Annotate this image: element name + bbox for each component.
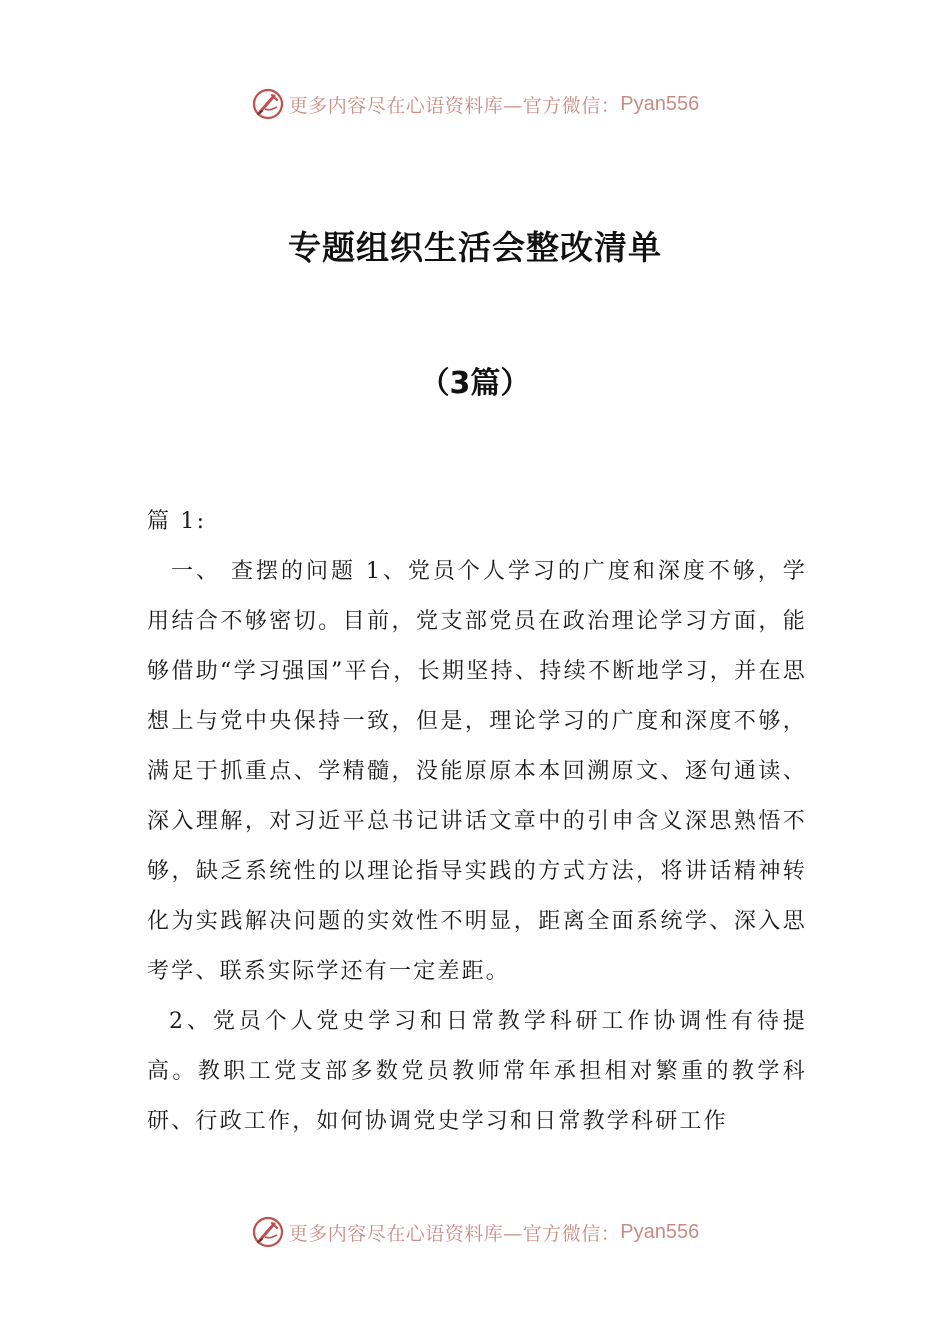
document-body bbox=[147, 497, 807, 1147]
pen-logo-icon bbox=[251, 87, 285, 121]
pen-logo-icon bbox=[251, 1215, 285, 1249]
watermark-banner-top bbox=[0, 84, 950, 124]
section-label: 篇 1: bbox=[147, 509, 207, 534]
paragraph: 一、 查摆的问题 1、党员个人学习的广度和深度不够，学用结合不够密切。目前，党支部党员在政治理论学习方面，能够借助“学习强国”平台，长期坚持、持续不断地学习，并在思想上与党中央保持一致，但是，理论学习的广度和深度不够，满足于抓重点、学精髓，没能原原本本回溯原文、逐句通读、深入理解，对习近平总书记讲话文章中的引申含义深思熟悟不够，缺乏系统性的以理论指导实践的方式方法，将讲话精神转化为实践解决问题的实效性不明显，距离全面系统学、深入思考学、联系实际学还有一定差距。 bbox=[147, 559, 807, 984]
watermark-wechat-id: Pyan556 bbox=[620, 92, 700, 115]
watermark-banner-bottom bbox=[0, 1212, 950, 1252]
document-subtitle: （3篇） bbox=[419, 366, 531, 401]
watermark-text: 更多内容尽在心语资料库—官方微信： bbox=[288, 94, 621, 117]
document-title: 专题组织生活会整改清单 bbox=[288, 228, 662, 267]
watermark-text: 更多内容尽在心语资料库—官方微信： bbox=[288, 1222, 621, 1245]
watermark-wechat-id: Pyan556 bbox=[620, 1220, 700, 1243]
paragraph: 2、党员个人党史学习和日常教学科研工作协调性有待提高。教职工党支部多数党员教师常年承担相对繁重的教学科研、行政工作，如何协调党史学习和日常教学科研工作 bbox=[147, 1009, 807, 1134]
